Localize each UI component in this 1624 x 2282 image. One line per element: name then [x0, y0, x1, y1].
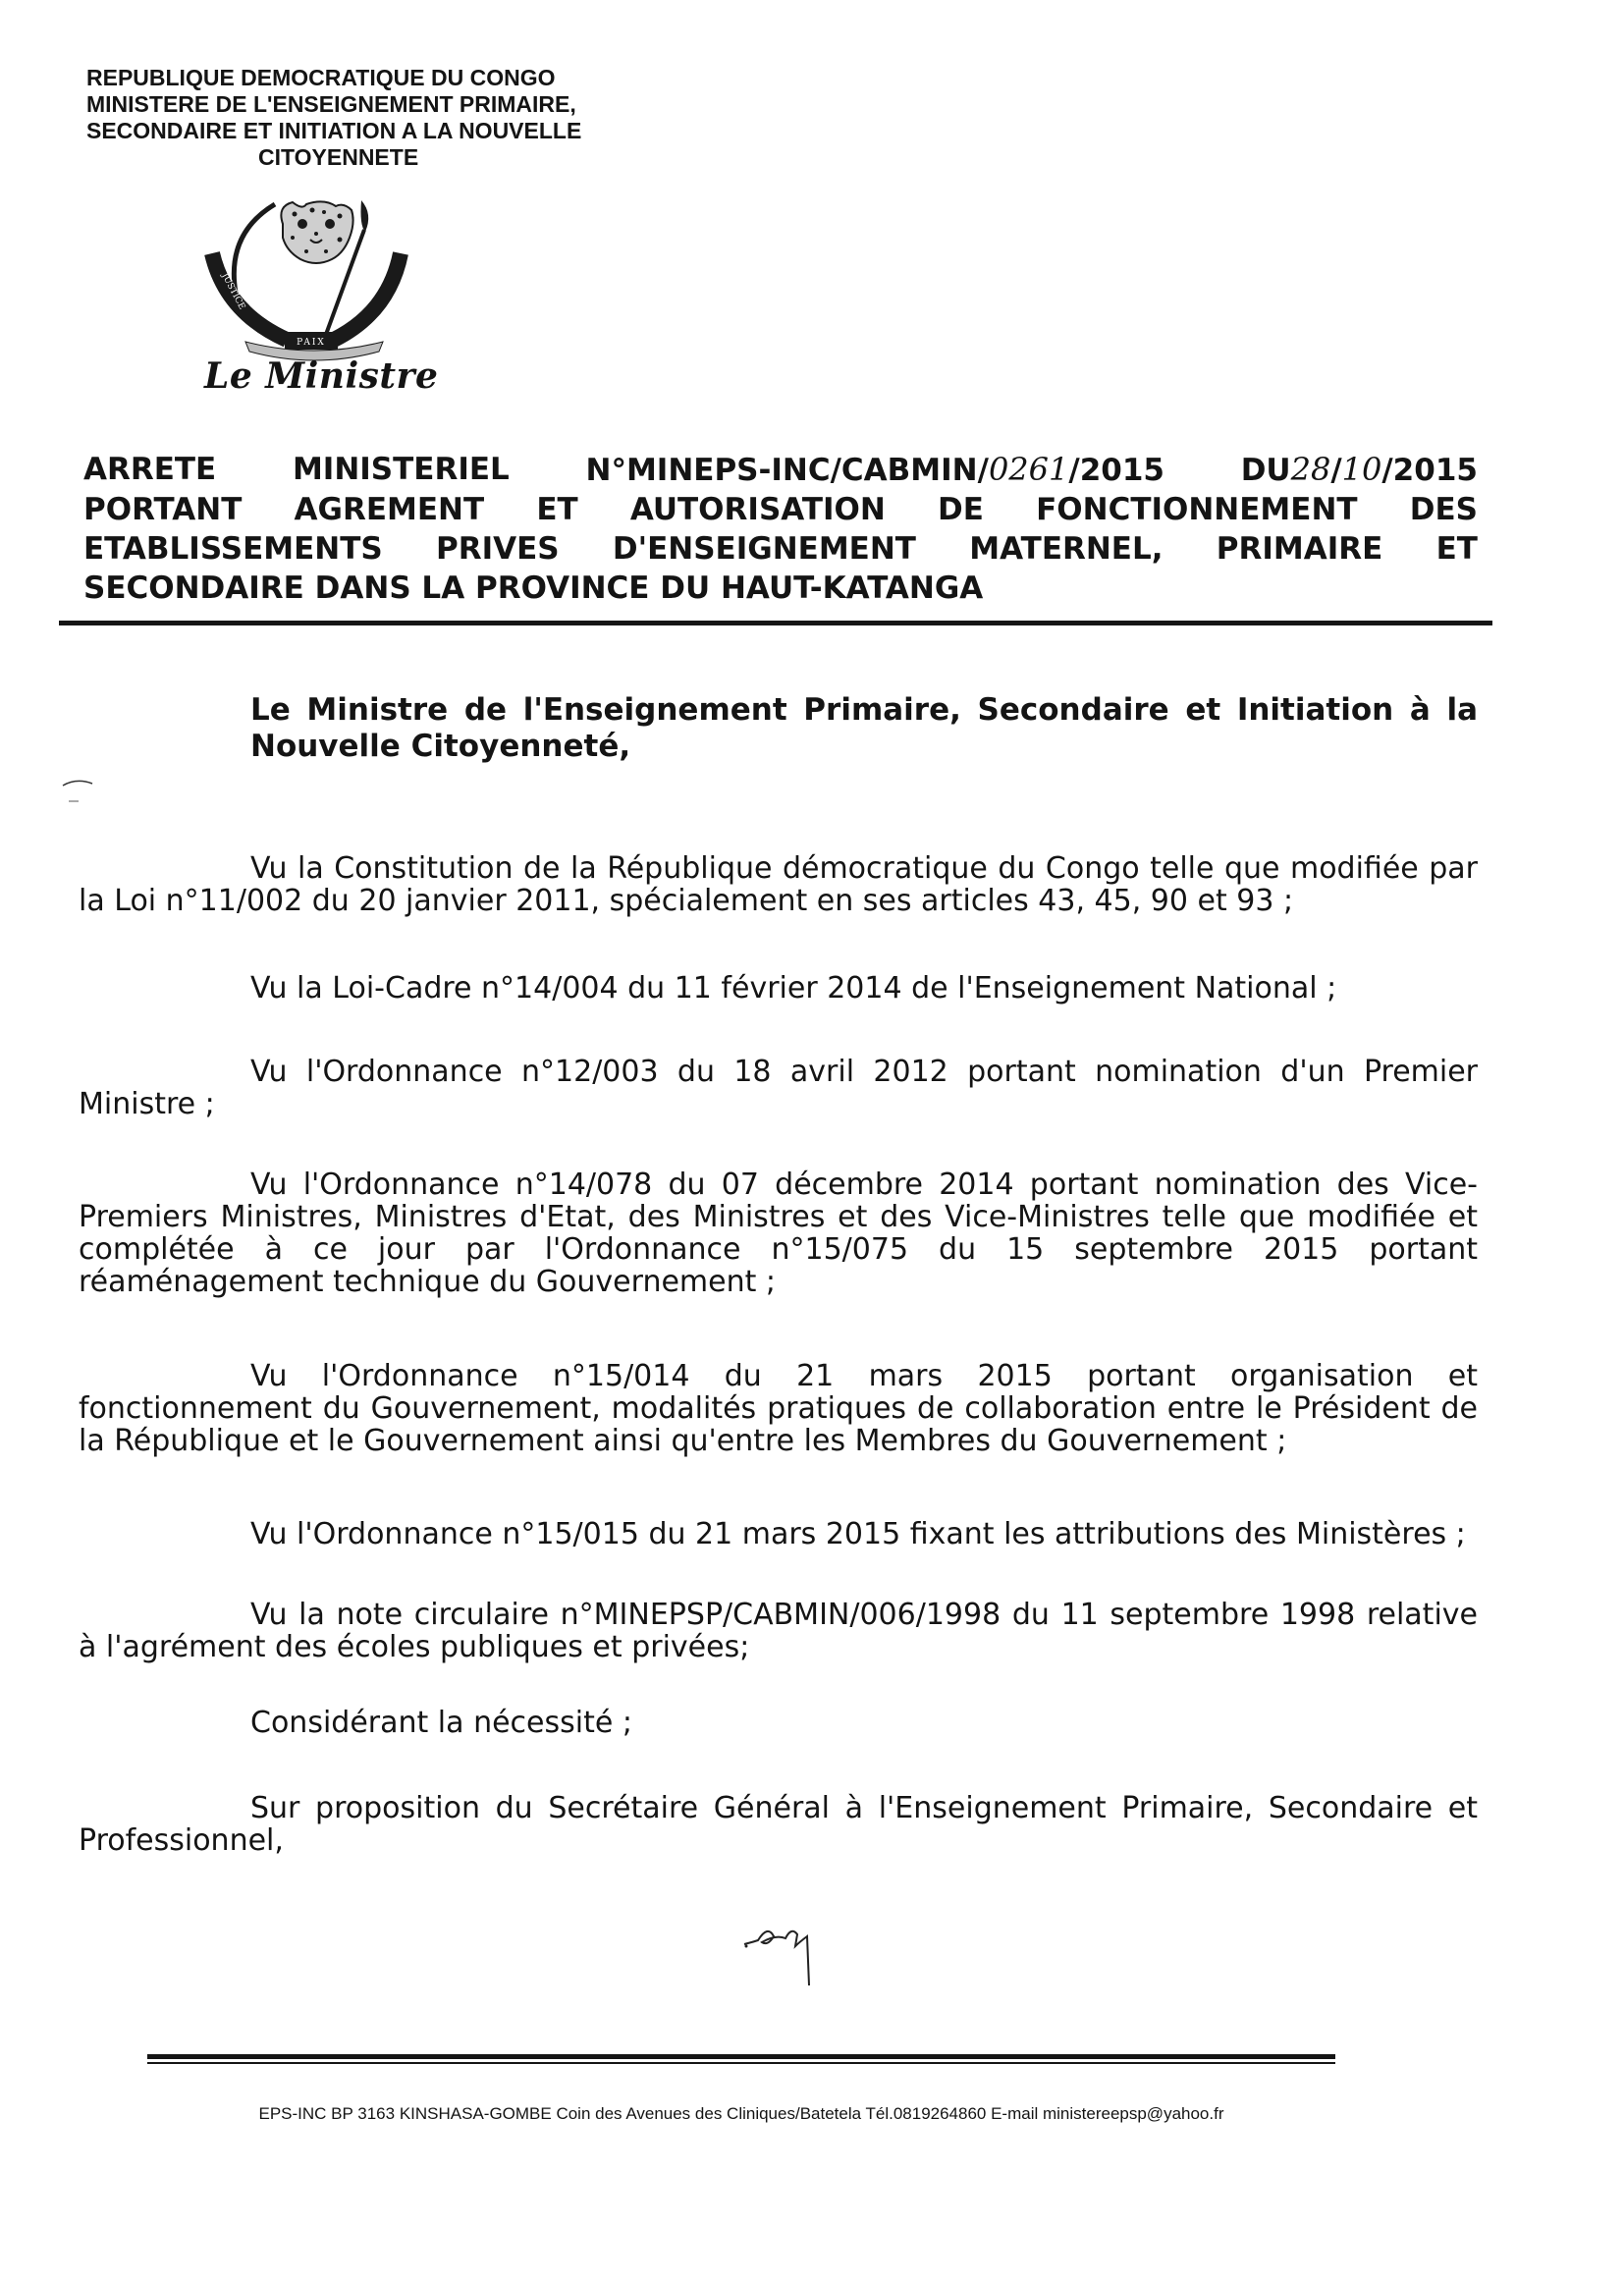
- handwritten-number: 0261: [988, 451, 1069, 488]
- handwritten-initials-signature: [738, 1917, 827, 1995]
- title-word: PRIVES: [435, 531, 560, 567]
- title-word: PRIMAIRE: [1216, 531, 1383, 567]
- paragraph-proposition: Sur proposition du Secrétaire Général à l'Enseignement Primaire, Secondaire et Professionnel,: [79, 1791, 1478, 1858]
- paragraph-loi-cadre: Vu la Loi-Cadre n°14/004 du 11 février 2014 de l'Enseignement National ;: [250, 971, 1337, 1005]
- title-word: AUTORISATION: [629, 492, 886, 527]
- title-word: D'ENSEIGNEMENT: [612, 531, 916, 567]
- header-line-republic: REPUBLIQUE DEMOCRATIQUE DU CONGO: [86, 65, 556, 90]
- title-word: FONCTIONNEMENT: [1036, 492, 1358, 527]
- header-line-ministry-cont: SECONDAIRE ET INITIATION A LA NOUVELLE: [86, 118, 582, 143]
- minister-signature-title: Le Ministre: [204, 355, 439, 397]
- title-line-1: [83, 450, 1478, 490]
- margin-pen-mark: [59, 776, 98, 805]
- emblem-word-justice: JUSTICE: [219, 271, 247, 312]
- paragraph-note-circulaire: Vu la note circulaire n°MINEPSP/CABMIN/006/1998 du 11 septembre 1998 relative à l'agrément des écoles publiques et privées;: [79, 1598, 1478, 1664]
- paragraph-ordonnance-15-015: Vu l'Ordonnance n°15/015 du 21 mars 2015 fixant les attributions des Ministères ;: [250, 1517, 1466, 1551]
- title-date: DU28/10/2015: [1240, 451, 1478, 488]
- title-line-4: SECONDAIRE DANS LA PROVINCE DU HAUT-KATANGA: [83, 570, 984, 606]
- footer-rule: [147, 2054, 1335, 2059]
- ministry-header: [86, 65, 676, 171]
- paragraph-ordonnance-12-003: Vu l'Ordonnance n°12/003 du 18 avril 2012 portant nomination d'un Premier Ministre ;: [79, 1055, 1478, 1121]
- header-line-ministry: MINISTERE DE L'ENSEIGNEMENT PRIMAIRE,: [86, 91, 576, 117]
- title-word: DES: [1409, 492, 1478, 527]
- title-word: MINISTERIEL: [292, 452, 510, 487]
- title-reference: N°MINEPS-INC/CABMIN/0261/2015: [585, 451, 1164, 488]
- title-underline: [59, 621, 1492, 625]
- paragraph-ordonnance-15-014: Vu l'Ordonnance n°15/014 du 21 mars 2015 portant organisation et fonctionnement du Gouvernement, modalités pratiques de collaboration entre le Président de la République et le Gouvernement ainsi qu'entre les Membres du Gouvernement ;: [79, 1359, 1478, 1458]
- title-word: DE: [938, 492, 984, 527]
- handwritten-day: 28: [1290, 451, 1331, 488]
- title-line-3: [83, 529, 1478, 569]
- paragraph-considerant: Considérant la nécessité ;: [250, 1706, 632, 1740]
- title-word: MATERNEL,: [969, 531, 1164, 567]
- paragraph-constitution: Vu la Constitution de la République démocratique du Congo telle que modifiée par la Loi n°11/002 du 20 janvier 2011, spécialement en ses articles 43, 45, 90 et 93 ;: [79, 851, 1478, 918]
- title-word: ET: [1435, 531, 1478, 567]
- decree-title: [83, 450, 1478, 608]
- title-word: ET: [536, 492, 578, 527]
- coat-of-arms-icon: [196, 194, 422, 371]
- emblem-word-paix: PAIX: [297, 338, 326, 348]
- title-word: ARRETE: [83, 452, 217, 487]
- paragraph-ordonnance-14-078: Vu l'Ordonnance n°14/078 du 07 décembre 2014 portant nomination des Vice-Premiers Ministres, Ministres d'Etat, des Ministres et des Vice-Ministres telle que modifiée et complétée à ce jour par l'Ordonnance n°15/075 du 15 septembre 2015 portant réaménagement technique du Gouvernement ;: [79, 1168, 1478, 1299]
- emblem-word-travail: TRAVAIL: [376, 226, 405, 267]
- footer-address: EPS-INC BP 3163 KINSHASA-GOMBE Coin des Avenues des Cliniques/Batetela Tél.0819264860 E-mail ministereepsp@yahoo.fr: [258, 2104, 1224, 2123]
- title-word: PORTANT: [83, 492, 243, 527]
- footer-rule-thin: [147, 2062, 1335, 2064]
- title-line-2: [83, 490, 1478, 529]
- header-line-citoyennete: CITOYENNETE: [258, 144, 419, 170]
- title-word: ETABLISSEMENTS: [83, 531, 383, 567]
- handwritten-month: 10: [1341, 451, 1382, 488]
- minister-heading: Le Ministre de l'Enseignement Primaire, Secondaire et Initiation à la Nouvelle Citoyenneté,: [250, 692, 1478, 764]
- title-word: AGREMENT: [294, 492, 485, 527]
